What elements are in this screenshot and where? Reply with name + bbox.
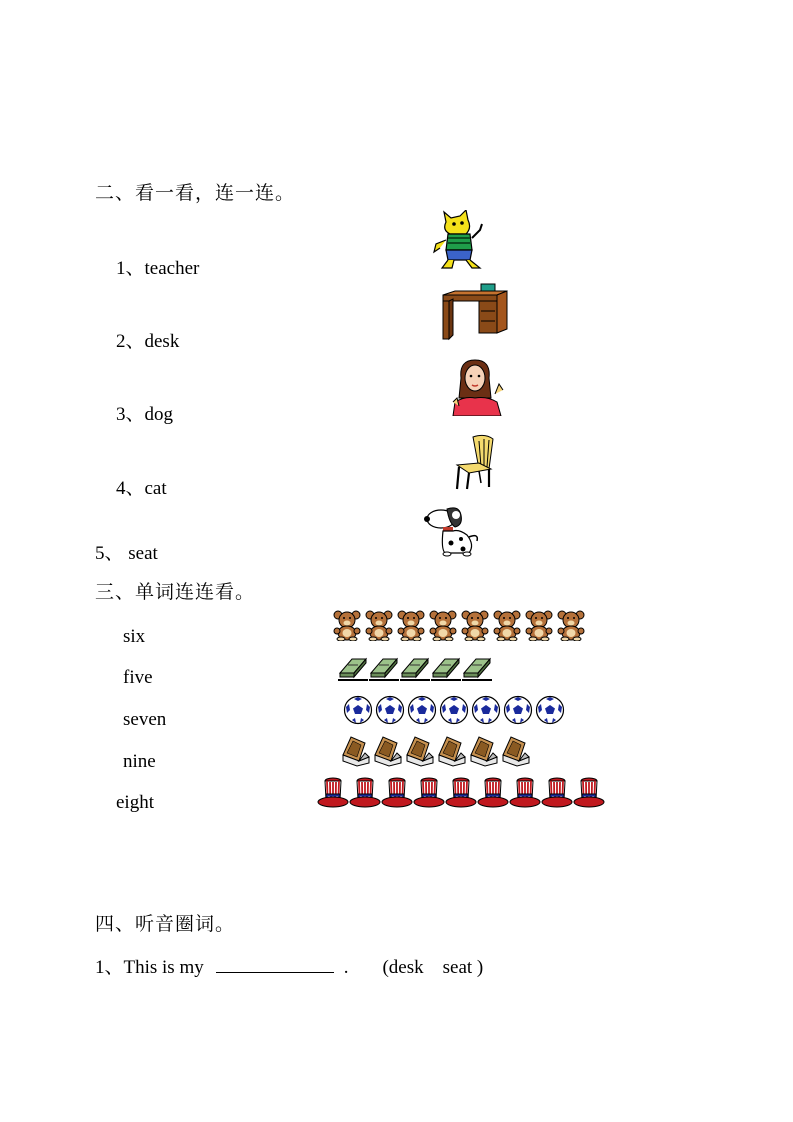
teddy-bear-icon bbox=[491, 609, 523, 646]
section3-heading: 三、单词连连看。 bbox=[95, 581, 256, 603]
top-hat-icon bbox=[349, 776, 381, 814]
question-1-options: (desk seat ) bbox=[382, 957, 484, 978]
eraser-icon bbox=[462, 655, 493, 686]
soccer-ball-icon bbox=[438, 695, 470, 730]
top-hat-icon bbox=[413, 776, 445, 814]
eraser-icon bbox=[431, 655, 462, 686]
teacher-icon bbox=[451, 358, 505, 416]
question-1-period: . bbox=[343, 957, 349, 978]
teddy-bear-icon bbox=[427, 609, 459, 646]
soccer-ball-icon bbox=[502, 695, 534, 730]
pencil-sharpener-icon bbox=[403, 733, 435, 772]
teddy-bear-icon bbox=[459, 609, 491, 646]
soccer-ball-icon bbox=[342, 695, 374, 730]
pencil-sharpener-icon bbox=[435, 733, 467, 772]
section2-heading: 二、看一看，连一连。 bbox=[95, 182, 296, 204]
soccer-ball-icon bbox=[534, 695, 566, 730]
teddy-bear-icon bbox=[395, 609, 427, 646]
top-hat-icon bbox=[381, 776, 413, 814]
item-dog: 3、dog bbox=[116, 404, 174, 425]
top-hat-icon bbox=[573, 776, 605, 814]
soccer-ball-icon bbox=[406, 695, 438, 730]
word-five: five bbox=[123, 667, 153, 688]
desk-icon bbox=[441, 283, 509, 341]
eraser-row bbox=[338, 655, 493, 686]
chair-icon bbox=[453, 433, 497, 491]
pencil-sharpener-icon bbox=[339, 733, 371, 772]
word-eight: eight bbox=[116, 792, 154, 813]
item-teacher: 1、teacher bbox=[116, 258, 200, 279]
pencil-sharpener-icon bbox=[371, 733, 403, 772]
cat-icon bbox=[432, 210, 484, 270]
top-hat-icon bbox=[509, 776, 541, 814]
answer-blank[interactable] bbox=[216, 954, 334, 973]
teddy-bear-icon bbox=[555, 609, 587, 646]
eraser-icon bbox=[369, 655, 400, 686]
teddy-bear-icon bbox=[363, 609, 395, 646]
top-hat-icon bbox=[477, 776, 509, 814]
pencil-sharpener-icon bbox=[467, 733, 499, 772]
teddy-bear-row bbox=[331, 609, 587, 646]
top-hat-icon bbox=[445, 776, 477, 814]
soccer-ball-row bbox=[342, 695, 566, 730]
teddy-bear-icon bbox=[523, 609, 555, 646]
top-hat-row bbox=[317, 776, 605, 814]
item-desk: 2、desk bbox=[116, 331, 180, 352]
top-hat-icon bbox=[317, 776, 349, 814]
pencil-sharpener-row bbox=[339, 733, 531, 772]
question-1-prefix: 1、This is my bbox=[95, 957, 204, 978]
item-seat: 5、 seat bbox=[95, 543, 158, 564]
question-1 bbox=[95, 952, 483, 979]
pencil-sharpener-icon bbox=[499, 733, 531, 772]
section4-heading: 四、听音圈词。 bbox=[95, 913, 236, 935]
eraser-icon bbox=[338, 655, 369, 686]
word-six: six bbox=[123, 626, 146, 647]
item-cat: 4、cat bbox=[116, 478, 167, 499]
teddy-bear-icon bbox=[331, 609, 363, 646]
eraser-icon bbox=[400, 655, 431, 686]
dog-icon bbox=[423, 505, 481, 557]
top-hat-icon bbox=[541, 776, 573, 814]
word-seven: seven bbox=[123, 709, 167, 730]
soccer-ball-icon bbox=[470, 695, 502, 730]
soccer-ball-icon bbox=[374, 695, 406, 730]
word-nine: nine bbox=[123, 751, 156, 772]
